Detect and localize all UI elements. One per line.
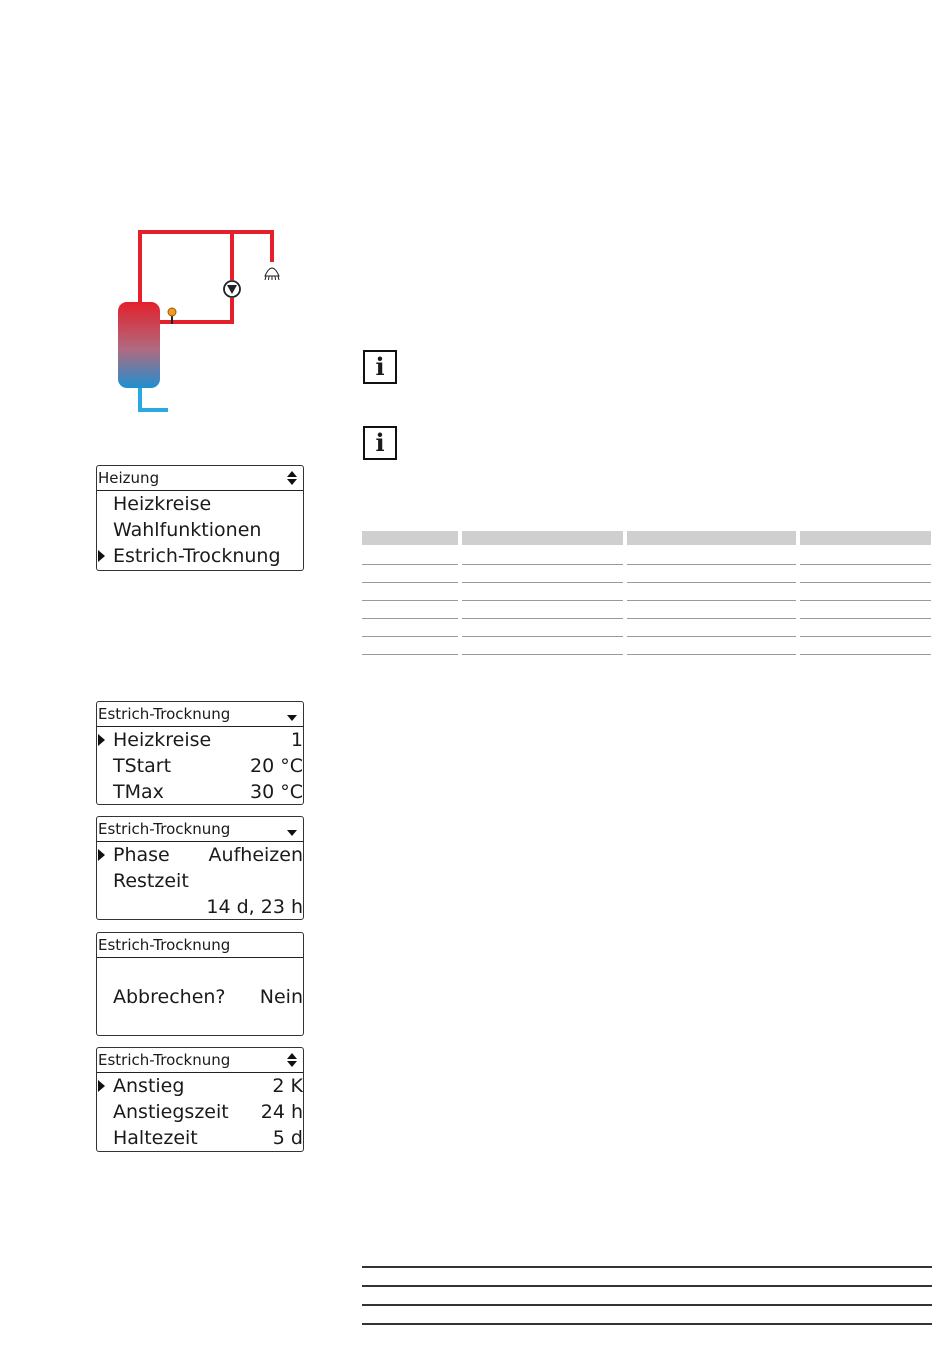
cancel-prompt[interactable]	[97, 984, 303, 1010]
menu-item: Restzeit	[113, 870, 189, 892]
display-estrich-rise	[96, 1047, 304, 1152]
display-title: Estrich-Trocknung	[98, 705, 231, 723]
display-estrich-phase	[96, 816, 304, 920]
menu-item[interactable]: Wahlfunktionen	[113, 519, 262, 541]
display-header	[97, 702, 303, 727]
info-icon: i	[363, 426, 397, 460]
scroll-up-down-icon	[286, 1052, 298, 1068]
menu-item-selected[interactable]: Estrich-Trocknung	[97, 543, 303, 569]
display-header	[97, 1048, 303, 1073]
display-header	[97, 817, 303, 842]
cursor-arrow-icon	[98, 1080, 105, 1092]
display-title: Heizung	[98, 469, 160, 487]
menu-item[interactable]: Heizkreise	[113, 493, 212, 515]
cancel-question: Abbrechen?	[113, 986, 226, 1008]
scroll-up-down-icon	[286, 470, 298, 486]
display-title: Estrich-Trocknung	[98, 820, 231, 838]
menu-item[interactable]: Anstiegszeit 24 h	[113, 1101, 303, 1123]
menu-item-selected[interactable]: Heizkreise 1	[97, 727, 303, 753]
cursor-arrow-icon	[98, 550, 105, 562]
storage-tank	[118, 302, 160, 388]
shower-icon	[265, 268, 279, 280]
menu-item[interactable]: TStart 20 °C	[113, 755, 303, 777]
menu-item[interactable]: TMax 30 °C	[113, 781, 303, 803]
display-estrich-cancel	[96, 932, 304, 1036]
hot-water-pipe	[140, 232, 272, 322]
display-header	[97, 933, 303, 958]
display-estrich-settings	[96, 701, 304, 805]
cursor-arrow-icon	[98, 849, 105, 861]
cursor-arrow-icon	[98, 734, 105, 746]
menu-item[interactable]: Haltezeit 5 d	[113, 1127, 303, 1149]
display-header	[97, 466, 303, 491]
pump-icon	[224, 281, 240, 297]
info-icon: i	[363, 350, 397, 384]
display-title: Estrich-Trocknung	[98, 1051, 231, 1069]
display-heizung-menu	[96, 465, 304, 571]
scroll-down-icon	[286, 821, 298, 837]
menu-item-selected[interactable]: Anstieg 2 K	[97, 1073, 303, 1099]
remaining-time-value: 14 d, 23 h	[206, 896, 303, 918]
menu-item-selected[interactable]: Phase Aufheizen	[97, 842, 303, 868]
hydraulic-diagram	[100, 222, 300, 422]
display-title: Estrich-Trocknung	[98, 936, 231, 954]
scroll-down-icon	[286, 706, 298, 722]
cancel-answer: Nein	[259, 986, 303, 1008]
cold-water-pipe	[140, 388, 168, 410]
